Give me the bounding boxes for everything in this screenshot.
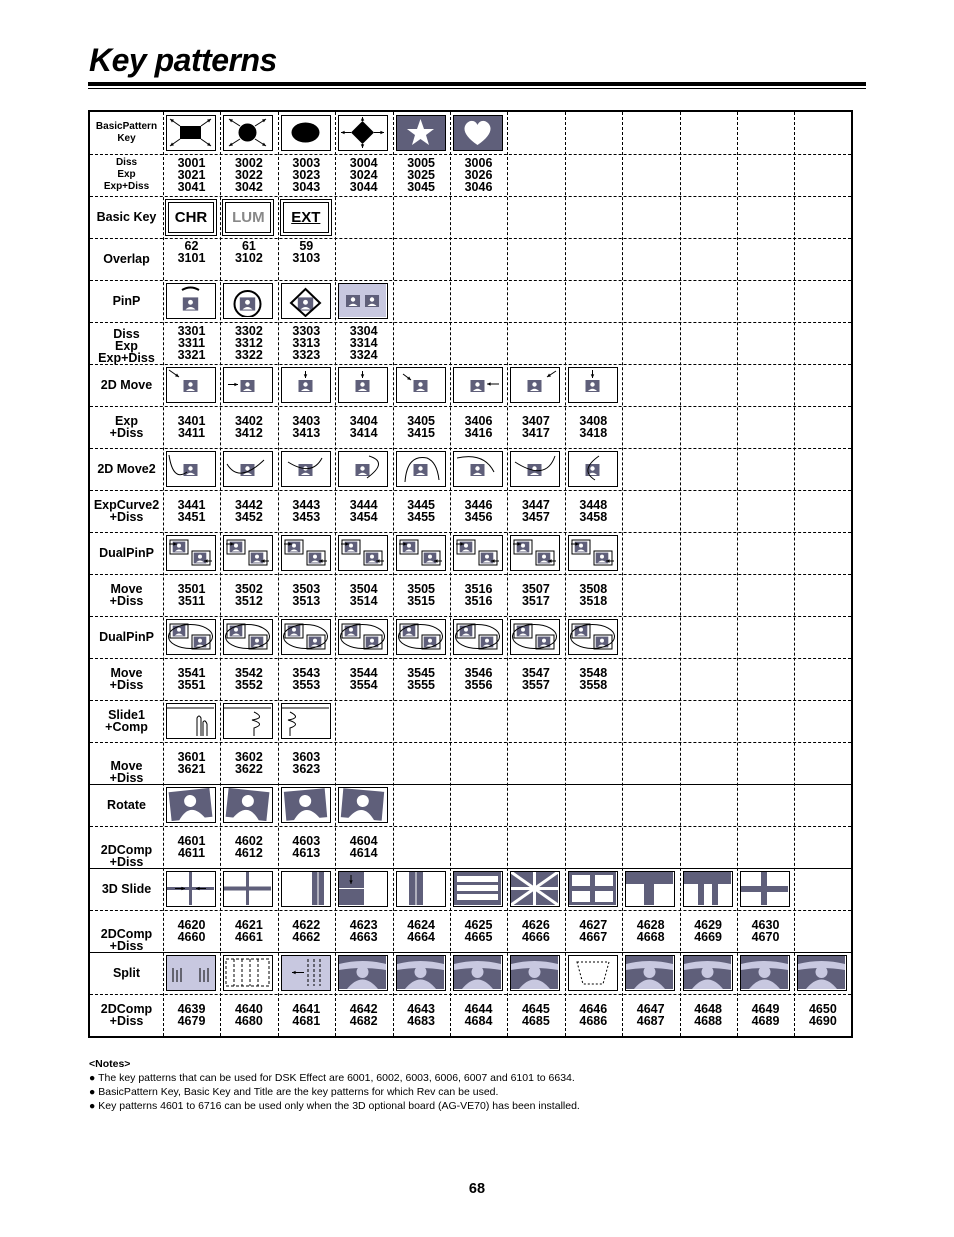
row-effect-label: Exp +Diss <box>109 414 144 440</box>
pattern-code: 4625 4665 <box>464 918 493 944</box>
pattern-code: 3516 3516 <box>464 582 493 608</box>
pattern-code: 3402 3412 <box>234 414 263 440</box>
move2-pattern-icon <box>510 451 560 487</box>
split-pattern-icon <box>166 955 216 991</box>
basic-key-icon <box>222 199 274 236</box>
split-pattern-icon <box>797 955 847 991</box>
slide-pattern-icon <box>281 703 331 739</box>
pattern-code: 3447 3457 <box>521 498 550 524</box>
pattern-code: 3406 3416 <box>464 414 493 440</box>
split-pattern-icon <box>568 955 618 991</box>
pinp-pattern-icon <box>166 283 216 319</box>
row-effect-label: Move +Diss <box>109 666 144 692</box>
slide3d-pattern-icon <box>281 871 331 907</box>
dual-pattern-icon <box>166 535 216 571</box>
pattern-code: 3407 3417 <box>521 414 550 440</box>
slide3d-pattern-icon <box>625 871 675 907</box>
row-header: Basic Key <box>96 210 157 224</box>
section-divider <box>90 784 851 785</box>
rotate-pattern-icon <box>281 787 331 823</box>
pattern-code: 3507 3517 <box>521 582 550 608</box>
section-divider <box>90 448 851 449</box>
pattern-code: 3442 3452 <box>234 498 263 524</box>
section-divider <box>90 616 851 617</box>
dual-pattern-icon <box>338 535 388 571</box>
split-pattern-icon <box>281 955 331 991</box>
move2-pattern-icon <box>281 451 331 487</box>
split-pattern-icon <box>223 955 273 991</box>
dual2-pattern-icon <box>166 619 216 655</box>
pattern-code: 3548 3558 <box>579 666 608 692</box>
row-header: 3D Slide <box>101 882 152 896</box>
row-header: Slide1 +Comp <box>105 708 148 734</box>
row-header: PinP <box>112 294 141 308</box>
pattern-code: 3302 3312 3322 <box>234 324 263 362</box>
slide3d-pattern-icon <box>166 871 216 907</box>
split-pattern-icon <box>740 955 790 991</box>
slide-pattern-icon <box>166 703 216 739</box>
split-pattern-icon <box>396 955 446 991</box>
note-item: ● Key patterns 4601 to 6716 can be used only when the 3D optional board (AG-VE70) has been installed. <box>89 1100 580 1112</box>
pattern-code: 4624 4664 <box>407 918 435 944</box>
pattern-code: 3441 3451 <box>177 498 206 524</box>
pattern-code: 4650 4690 <box>808 1002 837 1028</box>
pattern-code: 3003 3023 3043 <box>292 156 321 194</box>
row-effect-label: ExpCurve2 +Diss <box>93 498 160 524</box>
pattern-code: 3543 3553 <box>292 666 321 692</box>
section-divider <box>90 280 851 281</box>
pattern-code: 4640 4680 <box>234 1002 263 1028</box>
move-pattern-icon <box>338 367 388 403</box>
slide3d-pattern-icon <box>683 871 733 907</box>
pattern-code: 3006 3026 3046 <box>464 156 493 194</box>
pattern-code: 4639 4679 <box>177 1002 206 1028</box>
dual-pattern-icon <box>453 535 503 571</box>
slide3d-pattern-icon <box>568 871 618 907</box>
row-header: 2D Move2 <box>97 462 156 476</box>
pattern-code: 3446 3456 <box>464 498 493 524</box>
move-pattern-icon <box>510 367 560 403</box>
pattern-code: 3443 3453 <box>292 498 321 524</box>
move-pattern-icon <box>223 367 273 403</box>
pattern-code: 4646 4686 <box>579 1002 608 1028</box>
pattern-code: 3545 3555 <box>407 666 435 692</box>
pattern-code: 4620 4660 <box>177 918 206 944</box>
pattern-code: 3304 3314 3324 <box>349 324 378 362</box>
row-header: 2D Move <box>100 378 153 392</box>
pattern-code: 3401 3411 <box>177 414 206 440</box>
pattern-code: 3547 3557 <box>521 666 550 692</box>
move-pattern-icon <box>568 367 618 403</box>
pattern-code: 3004 3024 3044 <box>349 156 378 194</box>
section-divider <box>90 700 851 701</box>
slide3d-pattern-icon <box>338 871 388 907</box>
row-effect-label: Overlap <box>103 252 150 266</box>
pinp-pattern-icon <box>281 283 331 319</box>
row-effect-label: 2DComp +Diss <box>100 927 153 953</box>
pattern-code: 4641 4681 <box>292 1002 321 1028</box>
pattern-code: 4644 4684 <box>464 1002 493 1028</box>
move2-pattern-icon <box>453 451 503 487</box>
pattern-code: 3541 3551 <box>177 666 206 692</box>
row-header: DualPinP <box>99 546 154 560</box>
pattern-code: 4601 4611 <box>177 834 206 860</box>
notes-heading: <Notes> <box>89 1058 131 1070</box>
pattern-code: 3505 3515 <box>407 582 435 608</box>
basic-key-icon <box>280 199 332 236</box>
pattern-code: 4623 4663 <box>349 918 378 944</box>
pinp-pattern-icon <box>338 283 388 319</box>
pattern-code: 3408 3418 <box>579 414 608 440</box>
dual2-pattern-icon <box>396 619 446 655</box>
slide3d-pattern-icon <box>510 871 560 907</box>
key-patterns-table <box>88 110 853 1038</box>
basic-pattern-icon <box>281 115 331 151</box>
basic-pattern-icon <box>453 115 503 151</box>
pattern-code: 3542 3552 <box>234 666 263 692</box>
row-header: Rotate <box>107 798 146 812</box>
pattern-code: 4629 4669 <box>694 918 722 944</box>
section-divider <box>90 952 851 953</box>
split-pattern-icon <box>453 955 503 991</box>
row-header: BasicPattern Key <box>95 121 158 144</box>
pattern-code: 3405 3415 <box>407 414 435 440</box>
pattern-code: 3001 3021 3041 <box>177 156 206 194</box>
pattern-code: 3501 3511 <box>177 582 206 608</box>
move-pattern-icon <box>166 367 216 403</box>
page-title: Key patterns <box>89 42 277 78</box>
pattern-code: 3504 3514 <box>349 582 378 608</box>
pattern-code: 4647 4687 <box>636 1002 665 1028</box>
rotate-pattern-icon <box>223 787 273 823</box>
dual-pattern-icon <box>396 535 446 571</box>
pattern-code: 4602 4612 <box>234 834 263 860</box>
basic-pattern-icon <box>338 115 388 151</box>
row-effect-label: Diss Exp Exp+Diss <box>98 327 155 365</box>
note-item: ● The key patterns that can be used for DSK Effect are 6001, 6002, 6003, 6006, 6007 and 6101 to 6634. <box>89 1072 575 1084</box>
basic-key-label: CHR <box>168 202 214 233</box>
pattern-code: 4626 4666 <box>521 918 550 944</box>
row-effect-label: Diss Exp Exp+Diss <box>103 157 150 192</box>
note-item: ● BasicPattern Key, Basic Key and Title are the key patterns for which Rev can be used. <box>89 1086 499 1098</box>
pattern-code: 4604 4614 <box>349 834 378 860</box>
move2-pattern-icon <box>338 451 388 487</box>
pattern-code: 3601 3621 <box>177 750 206 776</box>
pattern-code: 4603 4613 <box>292 834 321 860</box>
pattern-code: 3603 3623 <box>292 750 321 776</box>
pattern-code: 3544 3554 <box>349 666 378 692</box>
pattern-code: 4628 4668 <box>636 918 665 944</box>
title-rule-thin <box>88 88 866 89</box>
row-header: DualPinP <box>99 630 154 644</box>
move-pattern-icon <box>453 367 503 403</box>
split-pattern-icon <box>683 955 733 991</box>
section-divider <box>90 868 851 869</box>
slide-pattern-icon <box>223 703 273 739</box>
basic-pattern-icon <box>396 115 446 151</box>
section-divider <box>90 532 851 533</box>
pattern-code: 3448 3458 <box>579 498 608 524</box>
basic-key-label: LUM <box>225 202 271 233</box>
pattern-code: 4642 4682 <box>349 1002 378 1028</box>
pattern-code: 3303 3313 3323 <box>292 324 321 362</box>
move2-pattern-icon <box>166 451 216 487</box>
pattern-code: 3404 3414 <box>349 414 378 440</box>
slide3d-pattern-icon <box>453 871 503 907</box>
dual2-pattern-icon <box>281 619 331 655</box>
slide3d-pattern-icon <box>740 871 790 907</box>
rotate-pattern-icon <box>338 787 388 823</box>
split-pattern-icon <box>338 955 388 991</box>
dual-pattern-icon <box>568 535 618 571</box>
page-number: 68 <box>468 1181 486 1197</box>
row-header: Split <box>112 966 141 980</box>
pattern-code: 4622 4662 <box>292 918 321 944</box>
dual2-pattern-icon <box>338 619 388 655</box>
pattern-code: 3445 3455 <box>407 498 435 524</box>
dual-pattern-icon <box>510 535 560 571</box>
split-pattern-icon <box>510 955 560 991</box>
title-rule <box>88 82 866 86</box>
dual-pattern-icon <box>281 535 331 571</box>
slide3d-pattern-icon <box>396 871 446 907</box>
row-effect-label: Move +Diss <box>109 582 144 608</box>
pattern-code: 3602 3622 <box>234 750 263 776</box>
dual2-pattern-icon <box>453 619 503 655</box>
dual2-pattern-icon <box>223 619 273 655</box>
notes <box>89 1057 580 1113</box>
dual2-pattern-icon <box>568 619 618 655</box>
split-pattern-icon <box>625 955 675 991</box>
dual-pattern-icon <box>223 535 273 571</box>
move2-pattern-icon <box>223 451 273 487</box>
section-divider <box>90 364 851 365</box>
pattern-code: 62 3101 <box>177 239 206 265</box>
pattern-code: 3005 3025 3045 <box>407 156 435 194</box>
move-pattern-icon <box>281 367 331 403</box>
pattern-code: 4643 4683 <box>407 1002 435 1028</box>
row-effect-label: Move +Diss <box>109 759 144 785</box>
pattern-code: 4648 4688 <box>694 1002 722 1028</box>
pattern-code: 3002 3022 3042 <box>234 156 263 194</box>
rotate-pattern-icon <box>166 787 216 823</box>
basic-pattern-icon <box>223 115 273 151</box>
dual2-pattern-icon <box>510 619 560 655</box>
pattern-code: 4645 4685 <box>521 1002 550 1028</box>
pattern-code: 59 3103 <box>292 239 321 265</box>
pattern-code: 4649 4689 <box>751 1002 780 1028</box>
pattern-code: 3444 3454 <box>349 498 378 524</box>
slide3d-pattern-icon <box>223 871 273 907</box>
pattern-code: 4630 4670 <box>751 918 780 944</box>
pattern-code: 3546 3556 <box>464 666 493 692</box>
basic-pattern-icon <box>166 115 216 151</box>
pattern-code: 3301 3311 3321 <box>177 324 206 362</box>
pattern-code: 3508 3518 <box>579 582 608 608</box>
pattern-code: 3503 3513 <box>292 582 321 608</box>
move2-pattern-icon <box>396 451 446 487</box>
pinp-pattern-icon <box>223 283 273 319</box>
pattern-code: 4621 4661 <box>234 918 263 944</box>
pattern-code: 3403 3413 <box>292 414 321 440</box>
pattern-code: 61 3102 <box>234 239 263 265</box>
move-pattern-icon <box>396 367 446 403</box>
pattern-code: 3502 3512 <box>234 582 263 608</box>
section-divider <box>90 196 851 197</box>
basic-key-icon <box>165 199 217 236</box>
row-effect-label: 2DComp +Diss <box>100 843 153 869</box>
pattern-code: 4627 4667 <box>579 918 608 944</box>
basic-key-label: EXT <box>283 202 329 233</box>
move2-pattern-icon <box>568 451 618 487</box>
row-effect-label: 2DComp +Diss <box>100 1002 153 1028</box>
